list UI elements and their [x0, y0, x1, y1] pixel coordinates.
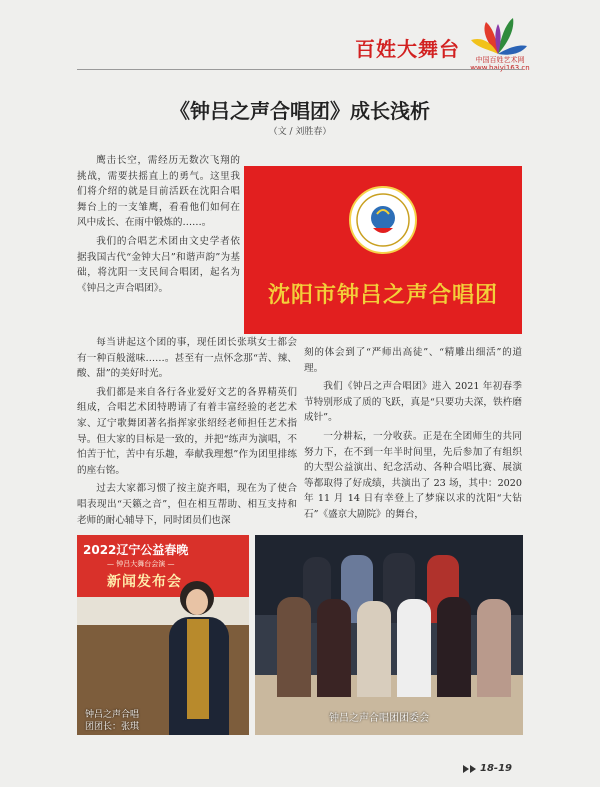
double-arrow-icon: [463, 765, 479, 773]
member-seated: [437, 597, 471, 697]
paragraph: 过去大家都习惯了按主旋齐唱，现在为了使合唱表现出“天籁之音”，但在相互帮助、相互支持和老师的耐心辅导下，同时团员们也深: [77, 483, 297, 526]
column-left: [77, 335, 297, 531]
paragraph: 我们都是来自各行各业爱好文艺的各界精英们组成，合唱艺术团特聘请了有着丰富经验的老艺术家、辽宁歌舞团著名指挥家张绍经老师担任艺术指导。但大家的目标是一致的，并把“练声为演唱，不怕苦于忙，苦中有乐趣，奉献我理想”作为团里排练的座右铭。: [77, 386, 297, 476]
photo2-caption: 钟吕之声合唱团团委会: [329, 713, 429, 724]
article-byline: （文 / 刘胜春）: [268, 127, 332, 137]
member-seated: [397, 599, 431, 697]
caption-line-2: 团团长：张琪: [85, 722, 140, 732]
paragraph: 每当讲起这个团的事，现任团长张琪女士都会有一种百般滋味……。甚至有一点怀念那“苦、辣、酸、甜”的美好时光。: [77, 337, 297, 380]
board-subtitle: — 钟吕大舞台会演 —: [107, 560, 175, 568]
paragraph: 一分耕耘，一分收获。正是在全团师生的共同努力下，在不到一年半时间里，先后参加了有组织的大型公益演出、纪念活动、各种合唱比赛、展演等都取得了好成绩，共演出了 23 场，其中：2020 年 11 月 14 日有幸登上了梦寐以求的沈阳“大钻石”《盛京大剧院》的舞台，: [304, 430, 522, 520]
header-divider: [77, 69, 523, 70]
board-main: 新闻发布会: [107, 574, 182, 590]
logo-line-1: 中国百姓艺术网: [475, 56, 525, 64]
article-title: 《钟吕之声合唱团》成长浅析: [170, 99, 430, 123]
stage-wall: [77, 597, 249, 625]
member-seated: [477, 599, 511, 697]
caption-line-1: 钟吕之声合唱: [85, 710, 140, 720]
banner-title: 沈阳市钟吕之声合唱团: [267, 283, 498, 308]
paragraph: 刻的体会到了“严师出高徒”、“精雕出细活”的道理。: [304, 347, 522, 374]
choir-seal-icon: [349, 186, 417, 254]
member-seated: [317, 599, 351, 697]
page-number: 18-19: [480, 763, 512, 774]
choir-group-photo: [255, 535, 523, 735]
logo-line-2: www.baiyi163.cn: [470, 64, 530, 72]
seal-graphic-icon: [351, 188, 415, 252]
column-left-top: [77, 153, 240, 299]
paragraph: 鹰击长空，需经历无数次飞翔的挑战，需要扶摇直上的勇气。这里我们将介绍的就是目前活跃在沈阳合唱舞台上的一支雏鹰，看看他们如何在风中成长、在雨中锻炼的……。: [77, 155, 240, 229]
press-conference-photo: [77, 535, 249, 735]
person-face: [186, 589, 208, 615]
paragraph: 我们《钟吕之声合唱团》进入 2021 年初春季节特别形成了质的飞跃，真是“只要功夫深，铁杵磨成针”。: [304, 381, 522, 424]
magazine-brand: 百姓大舞台: [355, 37, 460, 61]
photo1-caption: [85, 709, 139, 733]
member-seated: [277, 597, 311, 697]
paragraph: 我们的合唱艺术团由文史学者依据我国古代“金钟大吕”和谐声韵”为基础，将沈阳一支民间合唱团，起名为《钟吕之声合唱团》。: [77, 235, 240, 294]
person-scarf: [187, 619, 209, 719]
member-seated: [357, 601, 391, 697]
column-right: [304, 345, 522, 526]
board-title: 2022辽宁公益春晚: [83, 543, 189, 557]
